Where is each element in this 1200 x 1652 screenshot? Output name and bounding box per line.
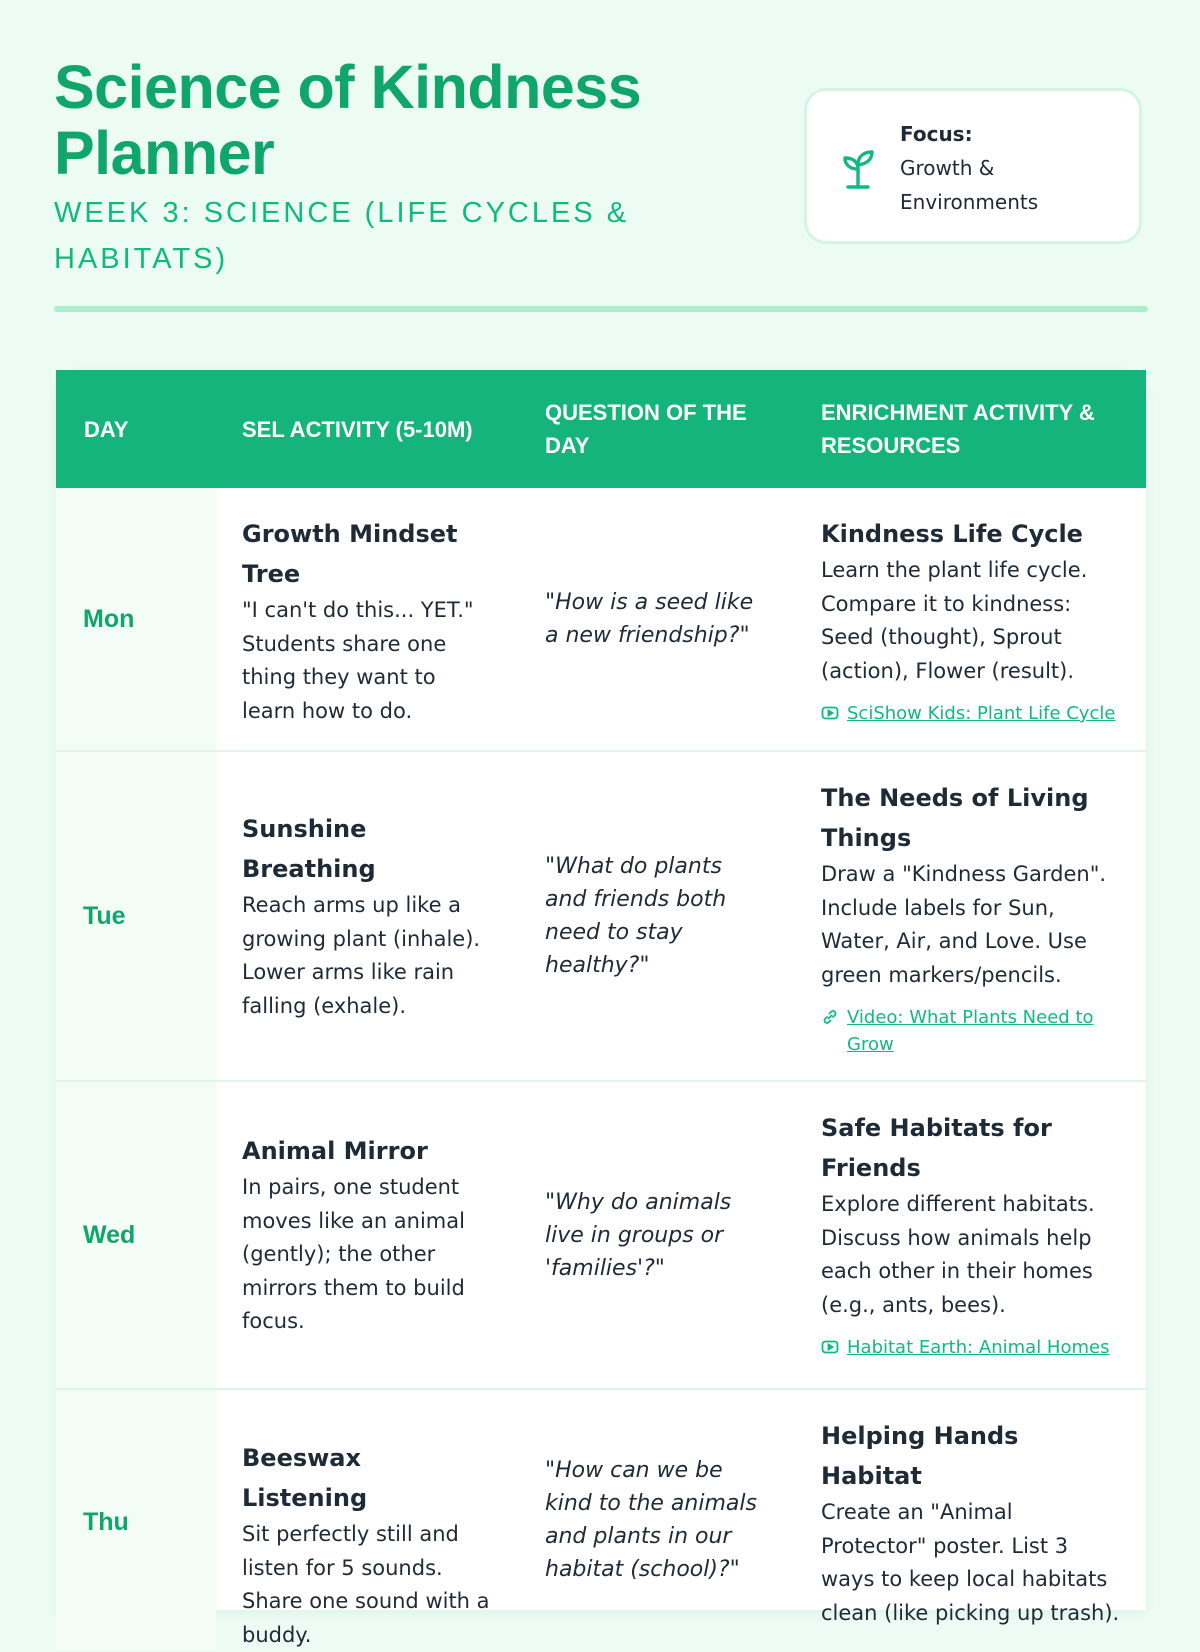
table-header <box>56 370 1146 488</box>
resource-link[interactable] <box>821 1004 1120 1058</box>
page-header <box>54 54 654 282</box>
resource-link-text[interactable]: Habitat Earth: Animal Homes <box>847 1337 1110 1358</box>
sel-description: "I can't do this... YET." Students share one thing they want to learn how to do. <box>242 598 474 723</box>
enrichment-description: Draw a "Kindness Garden". Include labels for Sun, Water, Air, and Love. Use green markers/pencils. <box>821 862 1107 987</box>
focus-label: Focus: <box>900 122 973 146</box>
enrichment-description: Create an "Animal Protector" poster. List 3 ways to keep local habitats clean (like picking up trash). <box>821 1500 1120 1625</box>
enrichment-title: The Needs of Living Things <box>821 784 1089 852</box>
header-day: DAY <box>84 416 129 442</box>
table-row <box>56 752 1146 1082</box>
resource-link[interactable] <box>821 1334 1120 1361</box>
focus-value: Growth & Environments <box>900 156 1039 214</box>
sel-title: Sunshine Breathing <box>242 815 376 883</box>
sel-description: In pairs, one student moves like an animal (gently); the other mirrors them to build focus. <box>242 1175 465 1334</box>
question-cell: "Why do animals live in groups or 'families'?" <box>545 1189 732 1281</box>
sel-cell <box>216 1390 519 1650</box>
video-icon <box>821 704 839 722</box>
sel-title: Animal Mirror <box>242 1137 428 1166</box>
table-row <box>56 1390 1146 1650</box>
video-icon <box>821 1338 839 1356</box>
sel-title: Growth Mindset Tree <box>242 520 458 588</box>
enrichment-cell <box>795 488 1146 750</box>
day-cell: Wed <box>56 1082 216 1388</box>
header-sel-activity: SEL ACTIVITY (5-10M) <box>242 416 473 442</box>
enrichment-cell <box>795 752 1146 1080</box>
header-question: QUESTION OF THE DAY <box>545 400 747 458</box>
enrichment-cell <box>795 1390 1146 1650</box>
question-cell: "What do plants and friends both need to stay healthy?" <box>545 854 727 978</box>
day-cell: Mon <box>56 488 216 750</box>
enrichment-title: Safe Habitats for Friends <box>821 1114 1052 1182</box>
table-row <box>56 1082 1146 1390</box>
resource-link[interactable] <box>821 700 1120 727</box>
day-cell: Tue <box>56 752 216 1080</box>
sprout-icon <box>839 147 877 189</box>
enrichment-title: Kindness Life Cycle <box>821 520 1083 548</box>
sel-description: Sit perfectly still and listen for 5 sounds. Share one sound with a buddy. <box>242 1522 490 1647</box>
resource-link-text[interactable]: Video: What Plants Need to Grow <box>847 1007 1094 1055</box>
planner-table <box>56 370 1146 1647</box>
header-divider <box>54 306 1148 312</box>
sel-title: Beeswax Listening <box>242 1444 368 1512</box>
enrichment-title: Helping Hands Habitat <box>821 1422 1019 1490</box>
table-row <box>56 488 1146 752</box>
question-cell: "How can we be kind to the animals and plants in our habitat (school)?" <box>545 1458 757 1582</box>
sel-cell <box>216 1082 519 1388</box>
enrichment-description: Explore different habitats. Discuss how animals help each other in their homes (e.g., ants, bees). <box>821 1192 1095 1317</box>
header-enrichment: ENRICHMENT ACTIVITY & RESOURCES <box>821 400 1095 458</box>
focus-card <box>804 88 1142 244</box>
page-title: Science of Kindness Planner <box>54 53 642 187</box>
page-subtitle: WEEK 3: SCIENCE (LIFE CYCLES & HABITATS) <box>54 197 630 275</box>
resource-link-text[interactable]: SciShow Kids: Plant Life Cycle <box>847 703 1116 724</box>
sel-cell <box>216 752 519 1080</box>
enrichment-description: Learn the plant life cycle. Compare it to kindness: Seed (thought), Sprout (action), Flower (result). <box>821 558 1088 683</box>
sel-cell <box>216 488 519 750</box>
day-cell: Thu <box>56 1390 216 1650</box>
question-cell: "How is a seed like a new friendship?" <box>545 590 754 648</box>
enrichment-cell <box>795 1082 1146 1388</box>
sel-description: Reach arms up like a growing plant (inhale). Lower arms like rain falling (exhale). <box>242 893 481 1018</box>
link-icon <box>821 1008 839 1026</box>
